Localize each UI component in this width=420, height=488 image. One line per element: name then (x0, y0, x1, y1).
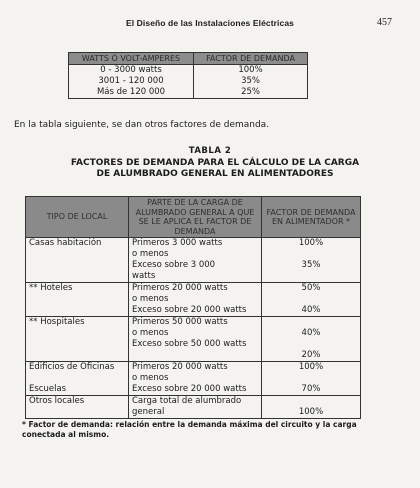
table-row (26, 339, 361, 350)
factor-cell: 40% (262, 328, 361, 339)
table-cell: 25% (194, 87, 308, 99)
table1-header-factor: FACTOR DE DEMANDA (194, 53, 308, 65)
demand-factor-table-2 (25, 196, 361, 419)
part-cell (129, 350, 262, 362)
local-cell (26, 294, 129, 305)
part-cell: Primeros 20 000 watts (129, 283, 262, 295)
running-title: El Diseño de las Instalaciones Eléctricas (125, 18, 295, 28)
local-cell: ** Hoteles (26, 283, 129, 295)
factor-cell: 35% (262, 260, 361, 271)
part-cell: Primeros 3 000 watts (129, 238, 262, 250)
factor-cell: 50% (262, 283, 361, 295)
local-cell (26, 350, 129, 362)
table2-title-line1: FACTORES DE DEMANDA PARA EL CÁLCULO DE LA CARGA (70, 158, 360, 168)
factor-cell (262, 317, 361, 329)
local-cell (26, 249, 129, 260)
local-cell (26, 373, 129, 384)
page-number: 457 (377, 17, 392, 28)
part-cell: general (129, 407, 262, 419)
part-cell: o menos (129, 249, 262, 260)
local-cell (26, 339, 129, 350)
factor-cell (262, 271, 361, 283)
table-cell: 3001 - 120 000 (69, 76, 194, 87)
factor-cell: 40% (262, 305, 361, 317)
table-row (69, 76, 308, 87)
table-row (69, 65, 308, 77)
table2-header-part: PARTE DE LA CARGA DE ALUMBRADO GENERAL A QUE SE LE APLICA EL FACTOR DE DEMANDA (129, 197, 262, 238)
factor-cell (262, 294, 361, 305)
part-cell: Exceso sobre 3 000 (129, 260, 262, 271)
table-row (26, 362, 361, 374)
footnote: * Factor de demanda: relación entre la demanda máxima del circuito y la carga conectada al mismo. (22, 420, 357, 439)
table2-title-line2: DE ALUMBRADO GENERAL EN ALIMENTADORES (96, 169, 334, 179)
local-cell (26, 407, 129, 419)
table1-header-watts: WATTS Ó VOLT-AMPERES (69, 53, 194, 65)
part-cell: Primeros 20 000 watts (129, 362, 262, 374)
table-row (26, 328, 361, 339)
table-cell: 100% (194, 65, 308, 77)
part-cell: Exceso sobre 20 000 watts (129, 384, 262, 396)
part-cell: Exceso sobre 20 000 watts (129, 305, 262, 317)
factor-cell: 100% (262, 362, 361, 374)
table-row (26, 317, 361, 329)
local-cell (26, 260, 129, 271)
factor-cell (262, 249, 361, 260)
table-row (26, 271, 361, 283)
table2-label: TABLA 2 (188, 146, 232, 156)
table2-title (40, 158, 390, 180)
local-cell (26, 328, 129, 339)
table2-header-local: TIPO DE LOCAL (26, 197, 129, 238)
table-row (26, 283, 361, 295)
table-row (26, 350, 361, 362)
local-cell (26, 305, 129, 317)
table-row (69, 87, 308, 99)
factor-cell (262, 339, 361, 350)
part-cell: watts (129, 271, 262, 283)
table-cell: 35% (194, 76, 308, 87)
factor-cell (262, 396, 361, 408)
body-paragraph: En la tabla siguiente, se dan otros factores de demanda. (14, 120, 270, 130)
factor-cell: 100% (262, 238, 361, 250)
table-row (26, 396, 361, 408)
local-cell: Edificios de Oficinas (26, 362, 129, 374)
table-row (26, 238, 361, 250)
table-row (26, 305, 361, 317)
part-cell: Exceso sobre 50 000 watts (129, 339, 262, 350)
table-cell: 0 - 3000 watts (69, 65, 194, 77)
table2-header-factor: FACTOR DE DEMANDA EN ALIMENTADOR * (262, 197, 361, 238)
local-cell: ** Hospitales (26, 317, 129, 329)
part-cell: o menos (129, 294, 262, 305)
local-cell (26, 271, 129, 283)
factor-cell: 70% (262, 384, 361, 396)
local-cell: Casas habitación (26, 238, 129, 250)
table-row (26, 260, 361, 271)
part-cell: Carga total de alumbrado (129, 396, 262, 408)
table-row (26, 249, 361, 260)
demand-factor-table-1 (68, 52, 308, 99)
local-cell: Escuelas (26, 384, 129, 396)
table-row (26, 407, 361, 419)
table-row (26, 294, 361, 305)
table-row (26, 373, 361, 384)
factor-cell: 20% (262, 350, 361, 362)
table2-body (26, 238, 361, 419)
part-cell: o menos (129, 373, 262, 384)
factor-cell (262, 373, 361, 384)
table-cell: Más de 120 000 (69, 87, 194, 99)
part-cell: Primeros 50 000 watts (129, 317, 262, 329)
table-row (26, 384, 361, 396)
factor-cell: 100% (262, 407, 361, 419)
part-cell: o menos (129, 328, 262, 339)
local-cell: Otros locales (26, 396, 129, 408)
